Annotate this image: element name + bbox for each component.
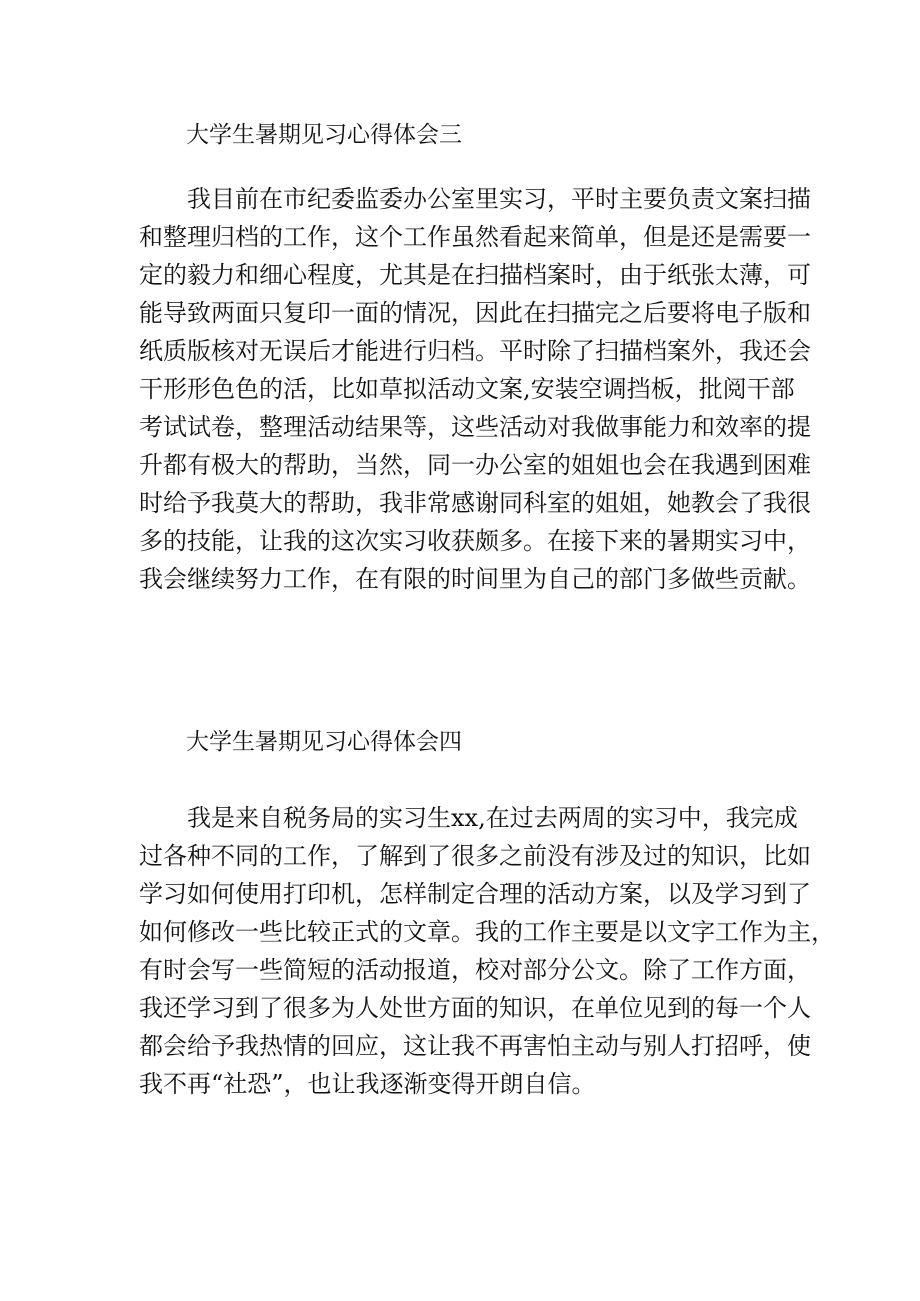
paragraph-line: 我还学习到了很多为人处世方面的知识，在单位见到的每一个人	[139, 994, 811, 1022]
paragraph-line: 定的毅力和细心程度，尤其是在扫描档案时，由于纸张太薄，可	[139, 261, 811, 289]
paragraph-line: 都会给予我热情的回应，这让我不再害怕主动与别人打招呼，使	[139, 1032, 811, 1060]
section-heading: 大学生暑期见习心得体会三	[186, 122, 462, 148]
paragraph-line: 考试试卷，整理活动结果等，这些活动对我做事能力和效率的提	[139, 413, 811, 441]
paragraph-line: 我目前在市纪委监委办公室里实习，平时主要负责文案扫描	[187, 185, 811, 213]
paragraph-line: 升都有极大的帮助，当然，同一办公室的姐姐也会在我遇到困难	[139, 451, 811, 479]
paragraph-line: 干形形色色的活，比如草拟活动文案,安装空调挡板，批阅干部	[139, 375, 795, 403]
paragraph-line: 如何修改一些比较正式的文章。我的工作主要是以文字工作为主，	[139, 918, 835, 946]
section-heading: 大学生暑期见习心得体会四	[186, 729, 462, 755]
section-body	[139, 799, 835, 1103]
paragraph-line: 纸质版核对无误后才能进行归档。平时除了扫描档案外，我还会	[139, 337, 811, 365]
paragraph-line: 过各种不同的工作，了解到了很多之前没有涉及过的知识，比如	[139, 842, 811, 870]
paragraph-line: 学习如何使用打印机，怎样制定合理的活动方案，以及学习到了	[139, 880, 811, 908]
paragraph-line: 我会继续努力工作，在有限的时间里为自己的部门多做些贡献。	[139, 565, 811, 593]
paragraph-line: 我不再“社恐”，也让我逐渐变得开朗自信。	[139, 1070, 596, 1098]
section-body	[139, 180, 811, 598]
paragraph-line: 多的技能，让我的这次实习收获颇多。在接下来的暑期实习中，	[139, 527, 811, 555]
paragraph-line: 我是来自税务局的实习生xx,在过去两周的实习中，我完成	[187, 804, 798, 832]
paragraph-line: 有时会写一些简短的活动报道，校对部分公文。除了工作方面，	[139, 956, 811, 984]
paragraph-line: 能导致两面只复印一面的情况，因此在扫描完之后要将电子版和	[139, 299, 811, 327]
paragraph-line: 时给予我莫大的帮助，我非常感谢同科室的姐姐，她教会了我很	[139, 489, 811, 517]
paragraph-line: 和整理归档的工作，这个工作虽然看起来简单，但是还是需要一	[139, 223, 811, 251]
